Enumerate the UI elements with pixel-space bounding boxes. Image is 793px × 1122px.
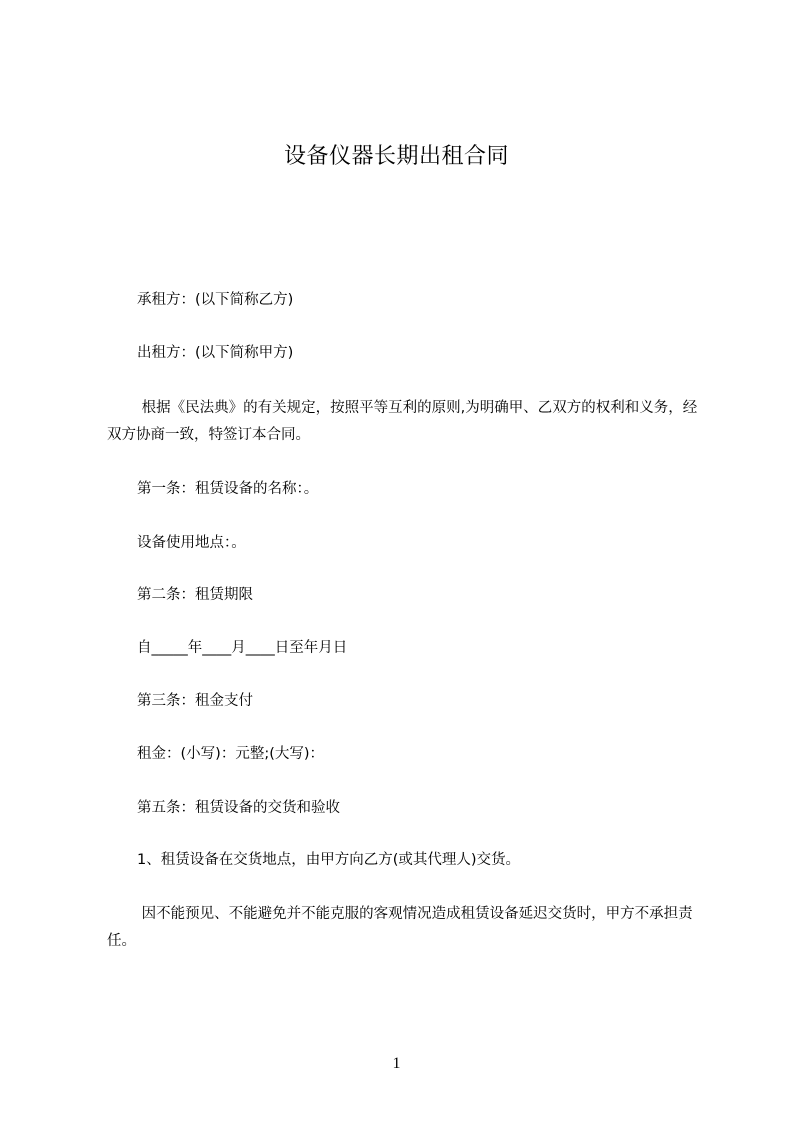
article-2-heading: 第二条：租赁期限 <box>137 587 253 603</box>
preamble-paragraph: 根据《民法典》的有关规定，按照平等互利的原则,为明确甲、乙双方的权利和义务，经双方协商一致，特签订本合同。 <box>107 400 698 443</box>
article-5-heading: 第五条：租赁设备的交货和验收 <box>137 800 340 816</box>
article-3-heading: 第三条：租金支付 <box>137 693 253 709</box>
usage-location-line: 设备使用地点：。 <box>137 535 246 551</box>
article-1-heading: 第一条：租赁设备的名称：。 <box>137 481 319 497</box>
delivery-clause-1: 1、租赁设备在交货地点，由甲方向乙方(或其代理人)交货。 <box>137 852 521 868</box>
lessor-line: 出租方：(以下简称甲方) <box>137 345 294 361</box>
document-title: 设备仪器长期出租合同 <box>283 144 509 169</box>
lessee-line: 承租方：(以下简称乙方) <box>137 292 294 308</box>
lease-term-line: 自_____年____月____日至年月日 <box>137 640 348 656</box>
page-number: 1 <box>392 1055 401 1072</box>
rent-amount-line: 租金：(小写)：元整;(大写)： <box>137 746 325 762</box>
delay-clause-paragraph: 因不能预见、不能避免并不能克服的客观情况造成租赁设备延迟交货时，甲方不承担责任。 <box>107 906 693 949</box>
